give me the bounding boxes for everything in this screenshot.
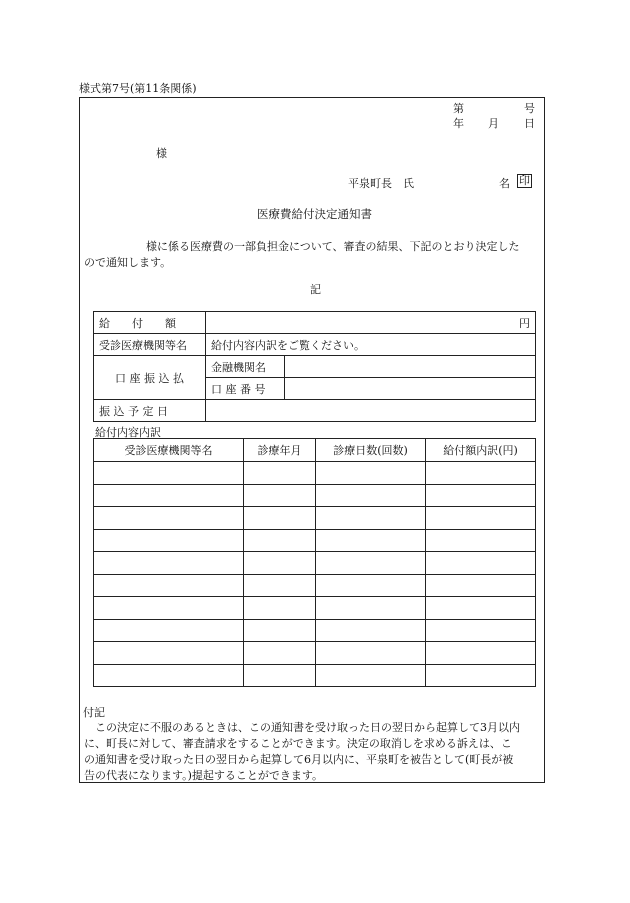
account-no-value: [285, 378, 536, 400]
table-row: [94, 664, 536, 687]
table-row: [94, 597, 536, 620]
breakdown-table: [93, 438, 536, 687]
form-label: 様式第7号(第11条関係): [79, 82, 197, 95]
summary-table: [93, 311, 536, 422]
date-label: 振 込 予 定 日: [94, 400, 206, 422]
breakdown-caption: 給付内容内訳: [95, 426, 161, 439]
body-line-2: ので通知します。: [84, 256, 172, 269]
col-month: 診療年月: [244, 439, 316, 462]
document-title: 医療費給付決定通知書: [257, 207, 372, 221]
col-institution: 受診医療機関等名: [94, 439, 244, 462]
bank-label: 金融機関名: [206, 356, 285, 378]
bank-value: [285, 356, 536, 378]
note-line-4: 告の代表になります。)提起することができます。: [84, 769, 324, 782]
table-row: [94, 552, 536, 575]
seal-mark: [515, 174, 532, 188]
note-heading: 付記: [83, 706, 105, 719]
account-label: 口 座 振 込 払: [94, 356, 206, 400]
note-line-2: に、町長に対して、審査請求をすることができます。決定の取消しを求める訴えは、こ: [84, 737, 512, 750]
number-suffix: 号: [524, 102, 535, 115]
addressee-suffix: 様: [156, 147, 167, 160]
seal-icon: 印: [519, 174, 530, 187]
breakdown-header-row: [94, 439, 536, 462]
issuer: 平泉町長 氏: [348, 177, 414, 190]
date-month: 月: [488, 117, 499, 130]
institution-row: [94, 334, 536, 356]
amount-row: [94, 312, 536, 334]
issuer-name-label: 名: [499, 177, 510, 190]
amount-label: 給 付 額: [94, 312, 206, 334]
date-value: [206, 400, 536, 422]
table-row: [94, 529, 536, 552]
date-row: [94, 400, 536, 422]
date-year: 年: [453, 117, 464, 130]
number-prefix: 第: [453, 102, 464, 115]
institution-value: 給付内容内訳をご覧ください。: [206, 334, 536, 356]
col-days: 診療日数(回数): [316, 439, 426, 462]
account-no-label: 口 座 番 号: [206, 378, 285, 400]
note-line-1: この決定に不服のあるときは、この通知書を受け取った日の翌日から起算して3月以内: [95, 721, 520, 734]
col-amount: 給付額内訳(円): [426, 439, 536, 462]
date-day: 日: [524, 117, 535, 130]
table-row: [94, 507, 536, 530]
body-line-1: 様に係る医療費の一部負担金について、審査の結果、下記のとおり決定した: [146, 240, 520, 253]
table-row: [94, 619, 536, 642]
amount-unit: 円: [206, 312, 536, 334]
ki-marker: 記: [310, 283, 321, 296]
table-row: [94, 642, 536, 665]
table-row: [94, 462, 536, 485]
institution-label: 受診医療機関等名: [94, 334, 206, 356]
note-line-3: の通知書を受け取った日の翌日から起算して6月以内に、平泉町を被告として(町長が被: [84, 753, 514, 766]
bank-row: [94, 356, 536, 378]
table-row: [94, 484, 536, 507]
table-row: [94, 574, 536, 597]
